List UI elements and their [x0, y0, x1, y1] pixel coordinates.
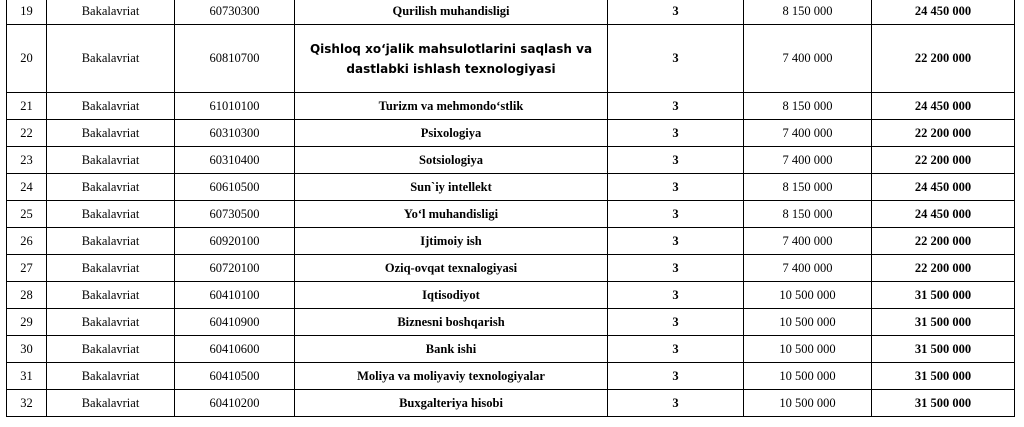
annual-fee-cell: 10 500 000	[744, 390, 872, 417]
program-name-cell: Bank ishi	[295, 336, 608, 363]
annual-fee-cell: 8 150 000	[744, 201, 872, 228]
table-row	[7, 336, 1015, 363]
degree-level-cell: Bakalavriat	[47, 174, 175, 201]
row-number-cell: 19	[7, 0, 47, 25]
program-name-cell: Sun`iy intellekt	[295, 174, 608, 201]
row-number-cell: 32	[7, 390, 47, 417]
degree-level-cell: Bakalavriat	[47, 25, 175, 93]
study-years-cell: 3	[608, 201, 744, 228]
program-code-cell: 61010100	[175, 93, 295, 120]
total-fee-cell: 22 200 000	[872, 147, 1015, 174]
degree-level-cell: Bakalavriat	[47, 120, 175, 147]
study-years-cell: 3	[608, 120, 744, 147]
program-name-cell: Sotsiologiya	[295, 147, 608, 174]
annual-fee-cell: 7 400 000	[744, 255, 872, 282]
program-name-cell: Iqtisodiyot	[295, 282, 608, 309]
study-years-cell: 3	[608, 255, 744, 282]
table-row	[7, 228, 1015, 255]
degree-level-cell: Bakalavriat	[47, 282, 175, 309]
program-name-cell: Ijtimoiy ish	[295, 228, 608, 255]
total-fee-cell: 31 500 000	[872, 363, 1015, 390]
degree-level-cell: Bakalavriat	[47, 0, 175, 25]
study-years-cell: 3	[608, 174, 744, 201]
study-years-cell: 3	[608, 336, 744, 363]
annual-fee-cell: 7 400 000	[744, 120, 872, 147]
annual-fee-cell: 7 400 000	[744, 228, 872, 255]
program-code-cell: 60720100	[175, 255, 295, 282]
total-fee-cell: 31 500 000	[872, 336, 1015, 363]
annual-fee-cell: 10 500 000	[744, 309, 872, 336]
study-years-cell: 3	[608, 282, 744, 309]
annual-fee-cell: 8 150 000	[744, 93, 872, 120]
degree-level-cell: Bakalavriat	[47, 309, 175, 336]
tuition-table	[6, 0, 1015, 417]
study-years-cell: 3	[608, 228, 744, 255]
table-body	[7, 0, 1015, 417]
program-code-cell: 60410100	[175, 282, 295, 309]
annual-fee-cell: 10 500 000	[744, 282, 872, 309]
study-years-cell: 3	[608, 93, 744, 120]
study-years-cell: 3	[608, 363, 744, 390]
program-name-cell: Buxgalteriya hisobi	[295, 390, 608, 417]
total-fee-cell: 24 450 000	[872, 0, 1015, 25]
study-years-cell: 3	[608, 147, 744, 174]
total-fee-cell: 24 450 000	[872, 201, 1015, 228]
program-code-cell: 60310400	[175, 147, 295, 174]
table-row	[7, 309, 1015, 336]
row-number-cell: 23	[7, 147, 47, 174]
degree-level-cell: Bakalavriat	[47, 363, 175, 390]
program-name-cell: Moliya va moliyaviy texnologiyalar	[295, 363, 608, 390]
program-code-cell: 60410900	[175, 309, 295, 336]
study-years-cell: 3	[608, 309, 744, 336]
row-number-cell: 29	[7, 309, 47, 336]
annual-fee-cell: 7 400 000	[744, 25, 872, 93]
table-row	[7, 25, 1015, 93]
row-number-cell: 24	[7, 174, 47, 201]
annual-fee-cell: 10 500 000	[744, 363, 872, 390]
table-row	[7, 0, 1015, 25]
total-fee-cell: 31 500 000	[872, 390, 1015, 417]
table-row	[7, 93, 1015, 120]
total-fee-cell: 22 200 000	[872, 255, 1015, 282]
row-number-cell: 22	[7, 120, 47, 147]
degree-level-cell: Bakalavriat	[47, 201, 175, 228]
table-row	[7, 255, 1015, 282]
row-number-cell: 27	[7, 255, 47, 282]
annual-fee-cell: 8 150 000	[744, 174, 872, 201]
annual-fee-cell: 10 500 000	[744, 336, 872, 363]
degree-level-cell: Bakalavriat	[47, 228, 175, 255]
total-fee-cell: 22 200 000	[872, 120, 1015, 147]
total-fee-cell: 31 500 000	[872, 282, 1015, 309]
total-fee-cell: 22 200 000	[872, 228, 1015, 255]
study-years-cell: 3	[608, 25, 744, 93]
program-code-cell: 60730500	[175, 201, 295, 228]
program-name-cell: Biznesni boshqarish	[295, 309, 608, 336]
row-number-cell: 20	[7, 25, 47, 93]
table-frame	[6, 0, 1018, 427]
row-number-cell: 26	[7, 228, 47, 255]
program-code-cell: 60920100	[175, 228, 295, 255]
program-name-cell: Yo‘l muhandisligi	[295, 201, 608, 228]
table-row	[7, 363, 1015, 390]
program-name-cell: Oziq-ovqat texnalogiyasi	[295, 255, 608, 282]
total-fee-cell: 24 450 000	[872, 174, 1015, 201]
table-row	[7, 282, 1015, 309]
degree-level-cell: Bakalavriat	[47, 255, 175, 282]
study-years-cell: 3	[608, 0, 744, 25]
degree-level-cell: Bakalavriat	[47, 147, 175, 174]
program-code-cell: 60310300	[175, 120, 295, 147]
program-code-cell: 60410200	[175, 390, 295, 417]
degree-level-cell: Bakalavriat	[47, 336, 175, 363]
row-number-cell: 21	[7, 93, 47, 120]
program-code-cell: 60410500	[175, 363, 295, 390]
table-row	[7, 201, 1015, 228]
total-fee-cell: 22 200 000	[872, 25, 1015, 93]
table-row	[7, 120, 1015, 147]
study-years-cell: 3	[608, 390, 744, 417]
row-number-cell: 30	[7, 336, 47, 363]
program-code-cell: 60410600	[175, 336, 295, 363]
program-name-cell: Turizm va mehmondo‘stlik	[295, 93, 608, 120]
table-row	[7, 174, 1015, 201]
row-number-cell: 31	[7, 363, 47, 390]
program-code-cell: 60810700	[175, 25, 295, 93]
degree-level-cell: Bakalavriat	[47, 93, 175, 120]
row-number-cell: 25	[7, 201, 47, 228]
degree-level-cell: Bakalavriat	[47, 390, 175, 417]
program-name-cell: Psixologiya	[295, 120, 608, 147]
program-code-cell: 60610500	[175, 174, 295, 201]
program-name-cell: Qurilish muhandisligi	[295, 0, 608, 25]
total-fee-cell: 31 500 000	[872, 309, 1015, 336]
annual-fee-cell: 7 400 000	[744, 147, 872, 174]
program-code-cell: 60730300	[175, 0, 295, 25]
table-row	[7, 390, 1015, 417]
row-number-cell: 28	[7, 282, 47, 309]
program-name-cell: Qishloq xo‘jalik mahsulotlarini saqlash va dastlabki ishlash texnologiyasi	[295, 25, 608, 93]
annual-fee-cell: 8 150 000	[744, 0, 872, 25]
total-fee-cell: 24 450 000	[872, 93, 1015, 120]
table-row	[7, 147, 1015, 174]
